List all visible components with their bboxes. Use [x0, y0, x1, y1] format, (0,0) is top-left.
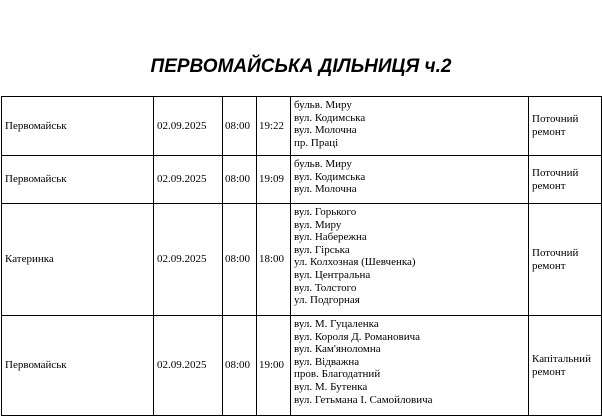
- street-item: вул. Миру: [294, 218, 342, 231]
- start-time-cell: 08:00: [223, 97, 257, 156]
- table-row: [2, 97, 602, 156]
- page-title: ПЕРВОМАЙСЬКА ДІЛЬНИЦЯ ч.2: [150, 56, 452, 77]
- work-type-cell: [529, 316, 602, 416]
- work-type-line: Поточний: [532, 113, 579, 126]
- date-cell: 02.09.2025: [154, 97, 223, 156]
- end-time-cell: 19:22: [257, 97, 291, 156]
- outage-schedule-table: [1, 96, 602, 416]
- table-row: [2, 204, 602, 316]
- end-time-cell: 19:09: [257, 156, 291, 204]
- street-item: вул. Горького: [294, 206, 357, 218]
- start-time-cell: 08:00: [223, 316, 257, 416]
- street-item: вул. Кодимська: [294, 170, 366, 183]
- streets-cell: [291, 204, 529, 316]
- start-time-cell: 08:00: [223, 204, 257, 316]
- end-time-cell: 18:00: [257, 204, 291, 316]
- street-item: вул. Молочна: [294, 183, 357, 196]
- end-time-cell: 19:00: [257, 316, 291, 416]
- table-row: [2, 156, 602, 204]
- street-item: вул. Короля Д. Романовича: [294, 330, 421, 343]
- work-type-line: Капітальний: [532, 352, 591, 365]
- street-item: бульв. Миру: [294, 158, 352, 170]
- street-item: вул. Кам'яноломна: [294, 343, 381, 356]
- street-item: бульв. Миру: [294, 99, 352, 111]
- streets-cell: [291, 97, 529, 156]
- street-item: пров. Благодатний: [294, 368, 381, 381]
- street-item: вул. Набережна: [294, 231, 367, 244]
- work-type-cell: [529, 156, 602, 204]
- start-time-cell: 08:00: [223, 156, 257, 204]
- settlement-cell: Первомайськ: [2, 156, 154, 204]
- street-item: вул. Толстого: [294, 281, 357, 294]
- work-type-line: ремонт: [532, 126, 566, 138]
- street-item: вул. Молочна: [294, 124, 357, 137]
- date-cell: 02.09.2025: [154, 156, 223, 204]
- street-item: вул. Центральна: [294, 268, 371, 281]
- street-item: вул. М. Гуцаленка: [294, 318, 379, 330]
- street-item: вул. Гірська: [294, 243, 350, 256]
- work-type-cell: [529, 204, 602, 316]
- street-item: вул. М. Бутенка: [294, 380, 368, 393]
- work-type-line: Поточний: [532, 166, 579, 179]
- street-item: вул. Кодимська: [294, 111, 366, 124]
- street-item: вул. Гетьмана І. Самойловича: [294, 393, 433, 406]
- work-type-line: ремонт: [532, 179, 566, 192]
- work-type-line: ремонт: [532, 259, 566, 272]
- work-type-cell: [529, 97, 602, 156]
- street-item: пр. Праці: [294, 136, 339, 149]
- work-type-line: ремонт: [532, 365, 566, 378]
- settlement-cell: Первомайськ: [2, 316, 154, 416]
- date-cell: 02.09.2025: [154, 316, 223, 416]
- table-row: [2, 316, 602, 416]
- streets-cell: [291, 156, 529, 204]
- street-item: ул. Колхозная (Шевченка): [294, 256, 416, 269]
- date-cell: 02.09.2025: [154, 204, 223, 316]
- streets-cell: [291, 316, 529, 416]
- street-item: вул. Відважна: [294, 355, 360, 368]
- settlement-cell: Первомайськ: [2, 97, 154, 156]
- settlement-cell: Катеринка: [2, 204, 154, 316]
- work-type-line: Поточний: [532, 246, 579, 259]
- street-item: ул. Подгорная: [294, 294, 360, 307]
